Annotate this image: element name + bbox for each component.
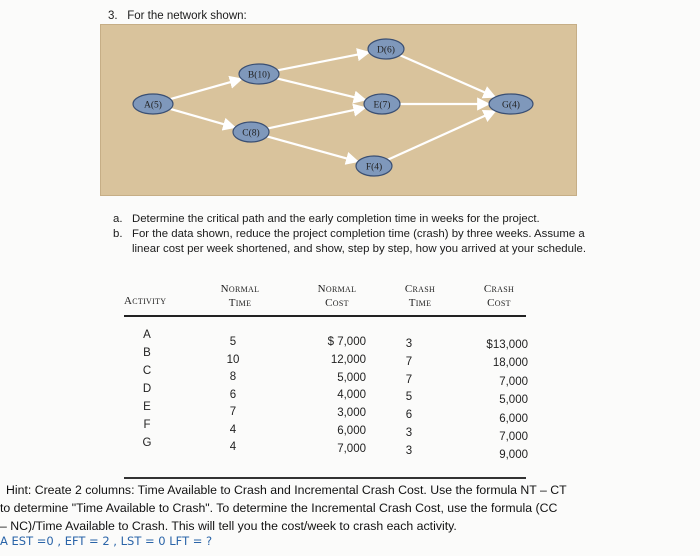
header-crash-time-line2: Time xyxy=(408,297,432,309)
node-F xyxy=(356,156,392,176)
activity-cell: A xyxy=(143,329,151,341)
network-diagram xyxy=(100,24,577,196)
header-activity-text: Activity xyxy=(124,295,167,307)
edge-C-F xyxy=(267,136,358,161)
header-normal-cost-line1: Normal xyxy=(317,283,357,295)
header-normal-time xyxy=(210,282,270,310)
edge-B-D xyxy=(278,52,369,70)
hint-line-2: to determine "Time Available to Crash". To determine the Incremental Crash Cost, use the formula (CC xyxy=(0,501,558,515)
node-label: G(4) xyxy=(502,100,520,111)
node-D xyxy=(368,39,404,59)
header-activity xyxy=(124,294,194,308)
crash-cost-cell: 5,000 xyxy=(499,394,528,407)
node-G xyxy=(489,94,533,114)
question-title xyxy=(108,10,247,22)
node-label: A(5) xyxy=(144,100,162,111)
header-crash-time-line1: Crash xyxy=(404,283,436,295)
table-bottom-rule xyxy=(124,477,526,479)
network-svg xyxy=(101,25,576,195)
part-b-text: For the data shown, reduce the project completion time (crash) by three weeks. Assume a linear cost per week shortened, and show, step by step, how you arrived at your schedule. xyxy=(132,228,586,255)
question-parts xyxy=(113,212,613,257)
normal-cost-cell: 3,000 xyxy=(337,407,366,420)
question-prompt: For the network shown: xyxy=(127,10,247,22)
node-B xyxy=(239,64,279,84)
node-C xyxy=(233,122,269,142)
part-b xyxy=(113,227,613,257)
column-crash-cost xyxy=(470,336,528,465)
node-label: D(6) xyxy=(377,45,395,56)
normal-time-cell: 10 xyxy=(226,353,240,366)
crash-time-cell: 6 xyxy=(405,409,413,422)
normal-time-cell: 7 xyxy=(229,406,237,418)
header-crash-time xyxy=(390,282,450,310)
normal-cost-cell: 4,000 xyxy=(337,389,366,402)
node-label: E(7) xyxy=(373,100,391,111)
edge-D-G xyxy=(400,55,495,97)
activity-cell: E xyxy=(143,401,151,413)
header-crash-cost xyxy=(468,282,530,310)
header-normal-time-line1: Normal xyxy=(220,283,260,295)
header-normal-cost xyxy=(302,282,372,310)
part-a-text: Determine the critical path and the early completion time in weeks for the project. xyxy=(132,213,540,225)
crash-time-cell: 5 xyxy=(405,391,413,404)
edge-F-G xyxy=(388,111,495,160)
crash-cost-cell: 9,000 xyxy=(499,449,528,462)
question-number: 3. xyxy=(108,10,118,22)
crash-cost-cell: $13,000 xyxy=(486,339,528,351)
edge-B-E xyxy=(277,78,366,100)
column-activity xyxy=(140,326,154,452)
column-crash-time xyxy=(398,336,420,461)
table-top-rule xyxy=(124,315,526,317)
header-crash-cost-line2: Cost xyxy=(487,297,511,309)
normal-cost-cell: 6,000 xyxy=(337,424,366,437)
normal-time-cell: 5 xyxy=(229,336,237,348)
node-E xyxy=(364,94,400,114)
normal-cost-cell: 5,000 xyxy=(337,371,366,384)
column-normal-cost xyxy=(306,334,366,459)
crash-time-cell: 3 xyxy=(405,426,413,439)
crash-cost-cell: 7,000 xyxy=(499,431,528,444)
part-a-letter: a. xyxy=(113,213,123,225)
header-crash-cost-line1: Crash xyxy=(483,283,515,295)
edge-A-B xyxy=(170,79,241,99)
crash-time-cell: 7 xyxy=(405,355,413,368)
crash-cost-cell: 7,000 xyxy=(499,375,528,388)
activity-cell: C xyxy=(142,365,152,377)
activity-cell: B xyxy=(143,347,151,359)
normal-cost-cell: $ 7,000 xyxy=(327,336,366,348)
hint-line-1: Hint: Create 2 columns: Time Available to Crash and Incremental Crash Cost. Use the formula NT – CT xyxy=(6,483,567,497)
node-label: F(4) xyxy=(365,162,383,173)
column-normal-time xyxy=(222,334,244,457)
activity-cell: D xyxy=(142,383,152,395)
crash-time-cell: 3 xyxy=(405,444,413,457)
header-normal-cost-line2: Cost xyxy=(325,297,349,309)
activity-cell: F xyxy=(143,419,151,431)
handwritten-note: A EST =0 , EFT = 2 , LST = 0 LFT = ? xyxy=(0,534,213,548)
normal-time-cell: 6 xyxy=(229,388,237,401)
crash-time-cell: 7 xyxy=(405,373,413,386)
edge-C-E xyxy=(268,108,365,129)
hint-line-3: – NC)/Time Available to Crash. This will tell you the cost/week to crash each activity. xyxy=(0,519,457,533)
normal-cost-cell: 12,000 xyxy=(330,353,366,366)
normal-time-cell: 4 xyxy=(229,441,237,453)
header-normal-time-line2: Time xyxy=(228,297,252,309)
normal-time-cell: 4 xyxy=(229,423,237,436)
part-b-letter: b. xyxy=(113,228,123,240)
activity-cell: G xyxy=(142,437,152,449)
crash-cost-cell: 18,000 xyxy=(492,357,528,370)
part-a xyxy=(113,212,613,227)
node-label: B(10) xyxy=(247,70,271,81)
hint-block xyxy=(0,481,700,550)
node-A xyxy=(133,94,173,114)
edge-A-C xyxy=(170,109,235,127)
network-edges xyxy=(170,52,495,161)
normal-time-cell: 8 xyxy=(229,371,237,383)
crash-time-cell: 3 xyxy=(405,338,413,350)
crash-cost-cell: 6,000 xyxy=(499,412,528,425)
node-label: C(8) xyxy=(242,128,260,139)
normal-cost-cell: 7,000 xyxy=(337,442,366,455)
